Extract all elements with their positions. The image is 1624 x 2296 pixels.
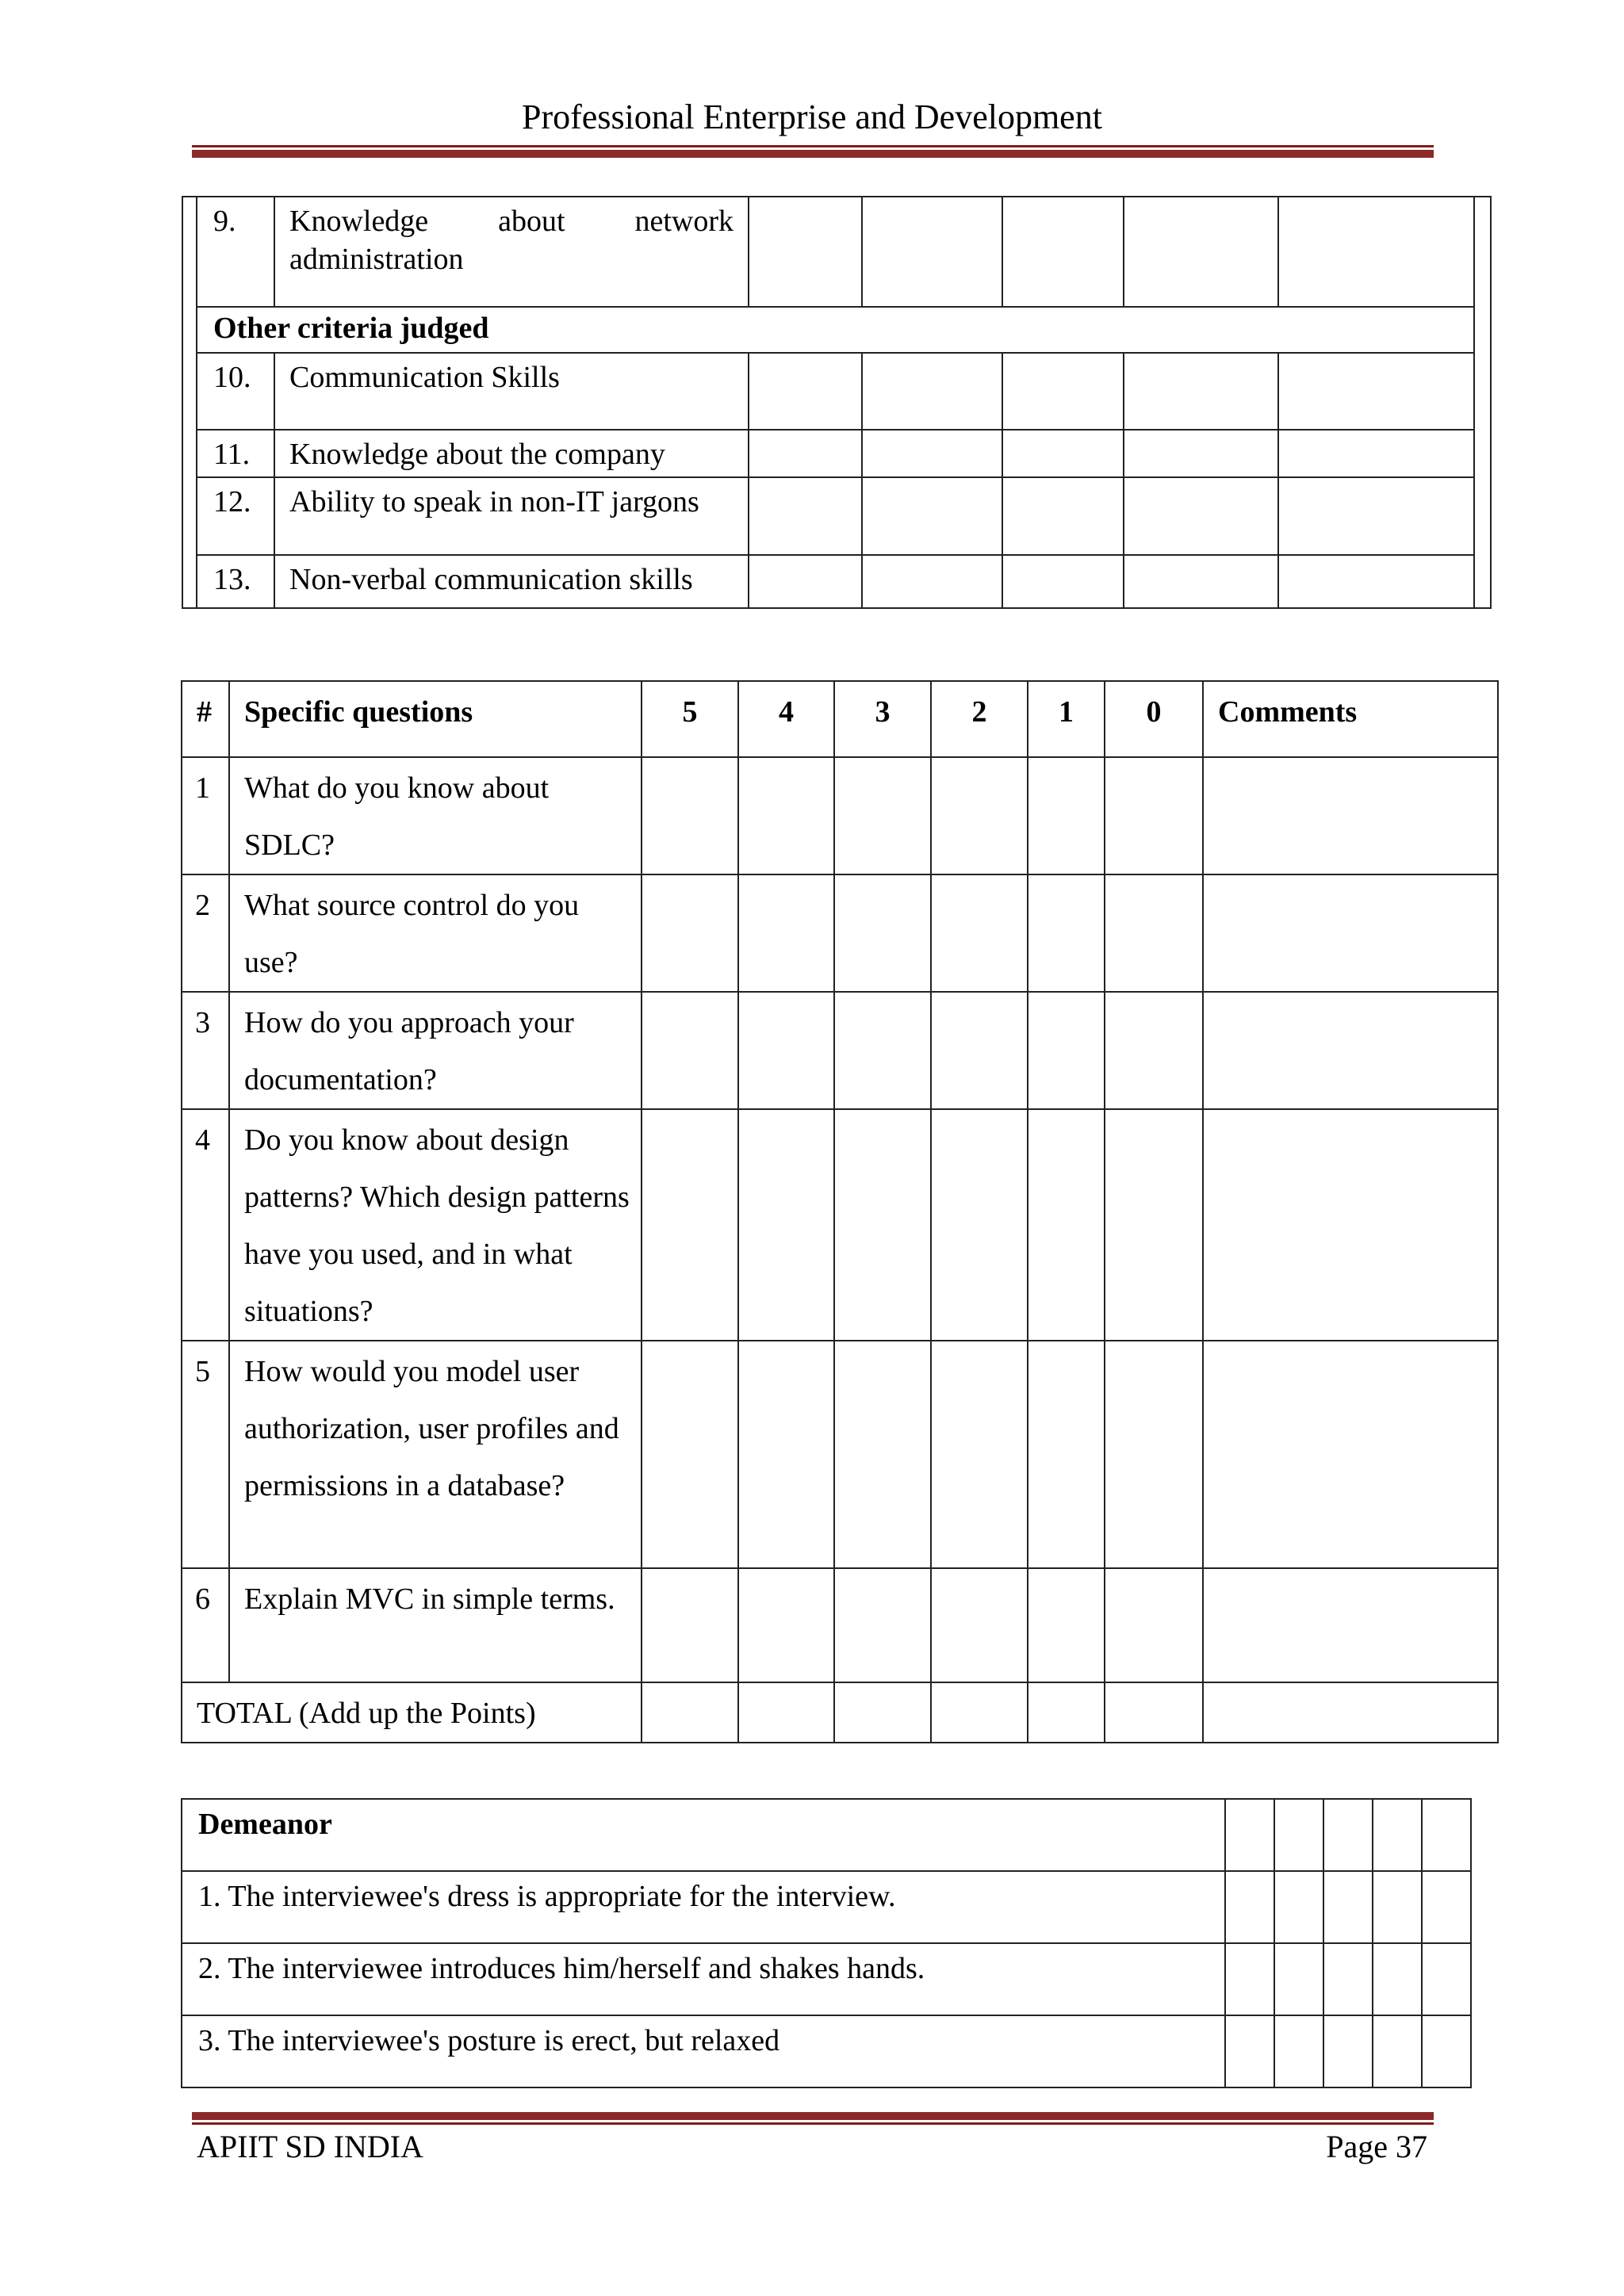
question-number: 2 — [182, 874, 229, 992]
criteria-section-row — [197, 307, 1474, 353]
comments-cell[interactable] — [1203, 757, 1498, 874]
criteria-text: Non-verbal communication skills — [274, 555, 749, 608]
header-rule — [192, 145, 1434, 158]
rating-cell[interactable] — [1274, 1943, 1323, 2015]
score-cell[interactable] — [1028, 757, 1105, 874]
score-cell[interactable] — [834, 1109, 931, 1341]
criteria-row — [197, 197, 1474, 307]
criteria-row — [197, 353, 1474, 430]
comments-cell[interactable] — [1203, 1568, 1498, 1682]
rating-cell[interactable] — [1422, 1871, 1471, 1943]
score-cell[interactable] — [931, 992, 1028, 1109]
score-cell[interactable] — [862, 555, 1002, 608]
question-header: Specific questions — [229, 681, 642, 757]
rating-cell[interactable] — [1373, 1943, 1422, 2015]
total-score-cell[interactable] — [834, 1682, 931, 1743]
score-cell[interactable] — [1105, 1568, 1203, 1682]
score-cell[interactable] — [1278, 197, 1474, 307]
score-cell[interactable] — [931, 1568, 1028, 1682]
score-cell[interactable] — [1278, 477, 1474, 555]
score-cell[interactable] — [1124, 555, 1278, 608]
score-cell[interactable] — [1028, 992, 1105, 1109]
question-number: 5 — [182, 1341, 229, 1568]
score-cell[interactable] — [834, 757, 931, 874]
rating-cell[interactable] — [1373, 2015, 1422, 2087]
question-number: 1 — [182, 757, 229, 874]
demeanor-item: 1. The interviewee's dress is appropriate for the interview. — [182, 1871, 1225, 1943]
score-cell[interactable] — [834, 992, 931, 1109]
rating-cell[interactable] — [1373, 1799, 1422, 1871]
criteria-number: 9. — [197, 197, 274, 307]
rating-cell[interactable] — [1225, 1943, 1274, 2015]
total-score-cell[interactable] — [738, 1682, 834, 1743]
demeanor-item: 3. The interviewee's posture is erect, but relaxed — [182, 2015, 1225, 2087]
rating-cell[interactable] — [1422, 1943, 1471, 2015]
comments-cell[interactable] — [1203, 1341, 1498, 1568]
score-cell[interactable] — [1002, 555, 1124, 608]
question-text: What do you know about SDLC? — [229, 757, 642, 874]
score-cell[interactable] — [1105, 1109, 1203, 1341]
number-header: # — [182, 681, 229, 757]
score-cell[interactable] — [1124, 353, 1278, 430]
score-cell[interactable] — [738, 757, 834, 874]
score-cell[interactable] — [1028, 1109, 1105, 1341]
question-number: 6 — [182, 1568, 229, 1682]
total-label: TOTAL (Add up the Points) — [182, 1682, 642, 1743]
score-cell[interactable] — [834, 1341, 931, 1568]
score-cell[interactable] — [1124, 430, 1278, 477]
score-cell[interactable] — [642, 1109, 738, 1341]
question-text: Explain MVC in simple terms. — [229, 1568, 642, 1682]
score-cell[interactable] — [738, 1109, 834, 1341]
rating-cell[interactable] — [1323, 2015, 1373, 2087]
question-row — [182, 1109, 1498, 1341]
question-text: What source control do you use? — [229, 874, 642, 992]
criteria-row — [197, 430, 1474, 477]
footer-organization: APIIT SD INDIA — [197, 2129, 423, 2164]
score-cell[interactable] — [642, 1568, 738, 1682]
score-cell[interactable] — [738, 874, 834, 992]
rating-cell[interactable] — [1274, 2015, 1323, 2087]
question-number: 3 — [182, 992, 229, 1109]
criteria-row — [197, 477, 1474, 555]
score-cell[interactable] — [834, 1568, 931, 1682]
score-cell[interactable] — [931, 874, 1028, 992]
demeanor-title: Demeanor — [182, 1799, 1225, 1871]
criteria-section-title: Other criteria judged — [197, 307, 1474, 353]
question-text: How do you approach your documentation? — [229, 992, 642, 1109]
question-row — [182, 992, 1498, 1109]
questions-table — [181, 680, 1499, 1743]
score-cell[interactable] — [1278, 430, 1474, 477]
score-cell[interactable] — [931, 1341, 1028, 1568]
rating-cell[interactable] — [1323, 1943, 1373, 2015]
criteria-number: 11. — [197, 430, 274, 477]
score-header: 3 — [834, 681, 931, 757]
question-row — [182, 874, 1498, 992]
total-row — [182, 1682, 1498, 1743]
score-cell[interactable] — [931, 1109, 1028, 1341]
rating-cell[interactable] — [1323, 1871, 1373, 1943]
total-score-cell[interactable] — [931, 1682, 1028, 1743]
score-header: 4 — [738, 681, 834, 757]
criteria-number: 13. — [197, 555, 274, 608]
question-row — [182, 1341, 1498, 1568]
total-score-cell[interactable] — [642, 1682, 738, 1743]
score-header: 0 — [1105, 681, 1203, 757]
score-cell[interactable] — [1124, 477, 1278, 555]
comments-header: Comments — [1203, 681, 1498, 757]
footer-page-number: Page 37 — [1326, 2129, 1427, 2164]
total-comments-cell[interactable] — [1203, 1682, 1498, 1743]
score-cell[interactable] — [642, 874, 738, 992]
question-text: Do you know about design patterns? Which design patterns have you used, and in what situations? — [229, 1109, 642, 1341]
score-cell[interactable] — [862, 477, 1002, 555]
score-cell[interactable] — [1278, 555, 1474, 608]
score-cell[interactable] — [1002, 353, 1124, 430]
score-cell[interactable] — [931, 757, 1028, 874]
criteria-row — [197, 555, 1474, 608]
demeanor-row — [182, 2015, 1471, 2087]
score-cell[interactable] — [1105, 757, 1203, 874]
rating-cell[interactable] — [1323, 1799, 1373, 1871]
total-score-cell[interactable] — [1105, 1682, 1203, 1743]
score-cell[interactable] — [1002, 430, 1124, 477]
demeanor-row — [182, 1871, 1471, 1943]
score-cell[interactable] — [834, 874, 931, 992]
footer-rule — [192, 2112, 1434, 2125]
score-cell[interactable] — [1002, 197, 1124, 307]
comments-cell[interactable] — [1203, 1109, 1498, 1341]
score-cell[interactable] — [1278, 353, 1474, 430]
score-cell[interactable] — [738, 992, 834, 1109]
score-cell[interactable] — [738, 1341, 834, 1568]
rating-cell[interactable] — [1422, 1799, 1471, 1871]
score-cell[interactable] — [1105, 874, 1203, 992]
score-cell[interactable] — [1105, 992, 1203, 1109]
score-cell[interactable] — [1028, 1568, 1105, 1682]
demeanor-item: 2. The interviewee introduces him/herself and shakes hands. — [182, 1943, 1225, 2015]
score-cell[interactable] — [642, 992, 738, 1109]
score-cell[interactable] — [749, 197, 862, 307]
rating-cell[interactable] — [1373, 1871, 1422, 1943]
criteria-table — [196, 196, 1475, 609]
rating-cell[interactable] — [1422, 2015, 1471, 2087]
comments-cell[interactable] — [1203, 874, 1498, 992]
page-header-title: Professional Enterprise and Development — [522, 98, 1102, 136]
criteria-text: Communication Skills — [274, 353, 749, 430]
demeanor-header-row — [182, 1799, 1471, 1871]
criteria-number: 10. — [197, 353, 274, 430]
question-number: 4 — [182, 1109, 229, 1341]
rating-cell[interactable] — [1225, 2015, 1274, 2087]
question-row — [182, 757, 1498, 874]
score-cell[interactable] — [862, 197, 1002, 307]
score-cell[interactable] — [1002, 477, 1124, 555]
criteria-text: Knowledge about the company — [274, 430, 749, 477]
score-cell[interactable] — [749, 430, 862, 477]
criteria-number: 12. — [197, 477, 274, 555]
comments-cell[interactable] — [1203, 992, 1498, 1109]
score-header: 2 — [931, 681, 1028, 757]
questions-header-row — [182, 681, 1498, 757]
question-text: How would you model user authorization, user profiles and permissions in a database? — [229, 1341, 642, 1568]
rating-cell[interactable] — [1225, 1799, 1274, 1871]
score-header: 5 — [642, 681, 738, 757]
criteria-text: Ability to speak in non-IT jargons — [274, 477, 749, 555]
rating-cell[interactable] — [1274, 1799, 1323, 1871]
question-row — [182, 1568, 1498, 1682]
demeanor-table — [181, 1798, 1472, 2088]
score-cell[interactable] — [862, 353, 1002, 430]
score-cell[interactable] — [642, 757, 738, 874]
score-cell[interactable] — [749, 477, 862, 555]
score-cell[interactable] — [1105, 1341, 1203, 1568]
score-cell[interactable] — [1028, 874, 1105, 992]
score-cell[interactable] — [642, 1341, 738, 1568]
score-header: 1 — [1028, 681, 1105, 757]
score-cell[interactable] — [749, 555, 862, 608]
score-cell[interactable] — [738, 1568, 834, 1682]
criteria-text: Knowledge about network administration — [274, 197, 749, 307]
rating-cell[interactable] — [1274, 1871, 1323, 1943]
score-cell[interactable] — [749, 353, 862, 430]
rating-cell[interactable] — [1225, 1871, 1274, 1943]
demeanor-row — [182, 1943, 1471, 2015]
total-score-cell[interactable] — [1028, 1682, 1105, 1743]
score-cell[interactable] — [1028, 1341, 1105, 1568]
score-cell[interactable] — [862, 430, 1002, 477]
score-cell[interactable] — [1124, 197, 1278, 307]
